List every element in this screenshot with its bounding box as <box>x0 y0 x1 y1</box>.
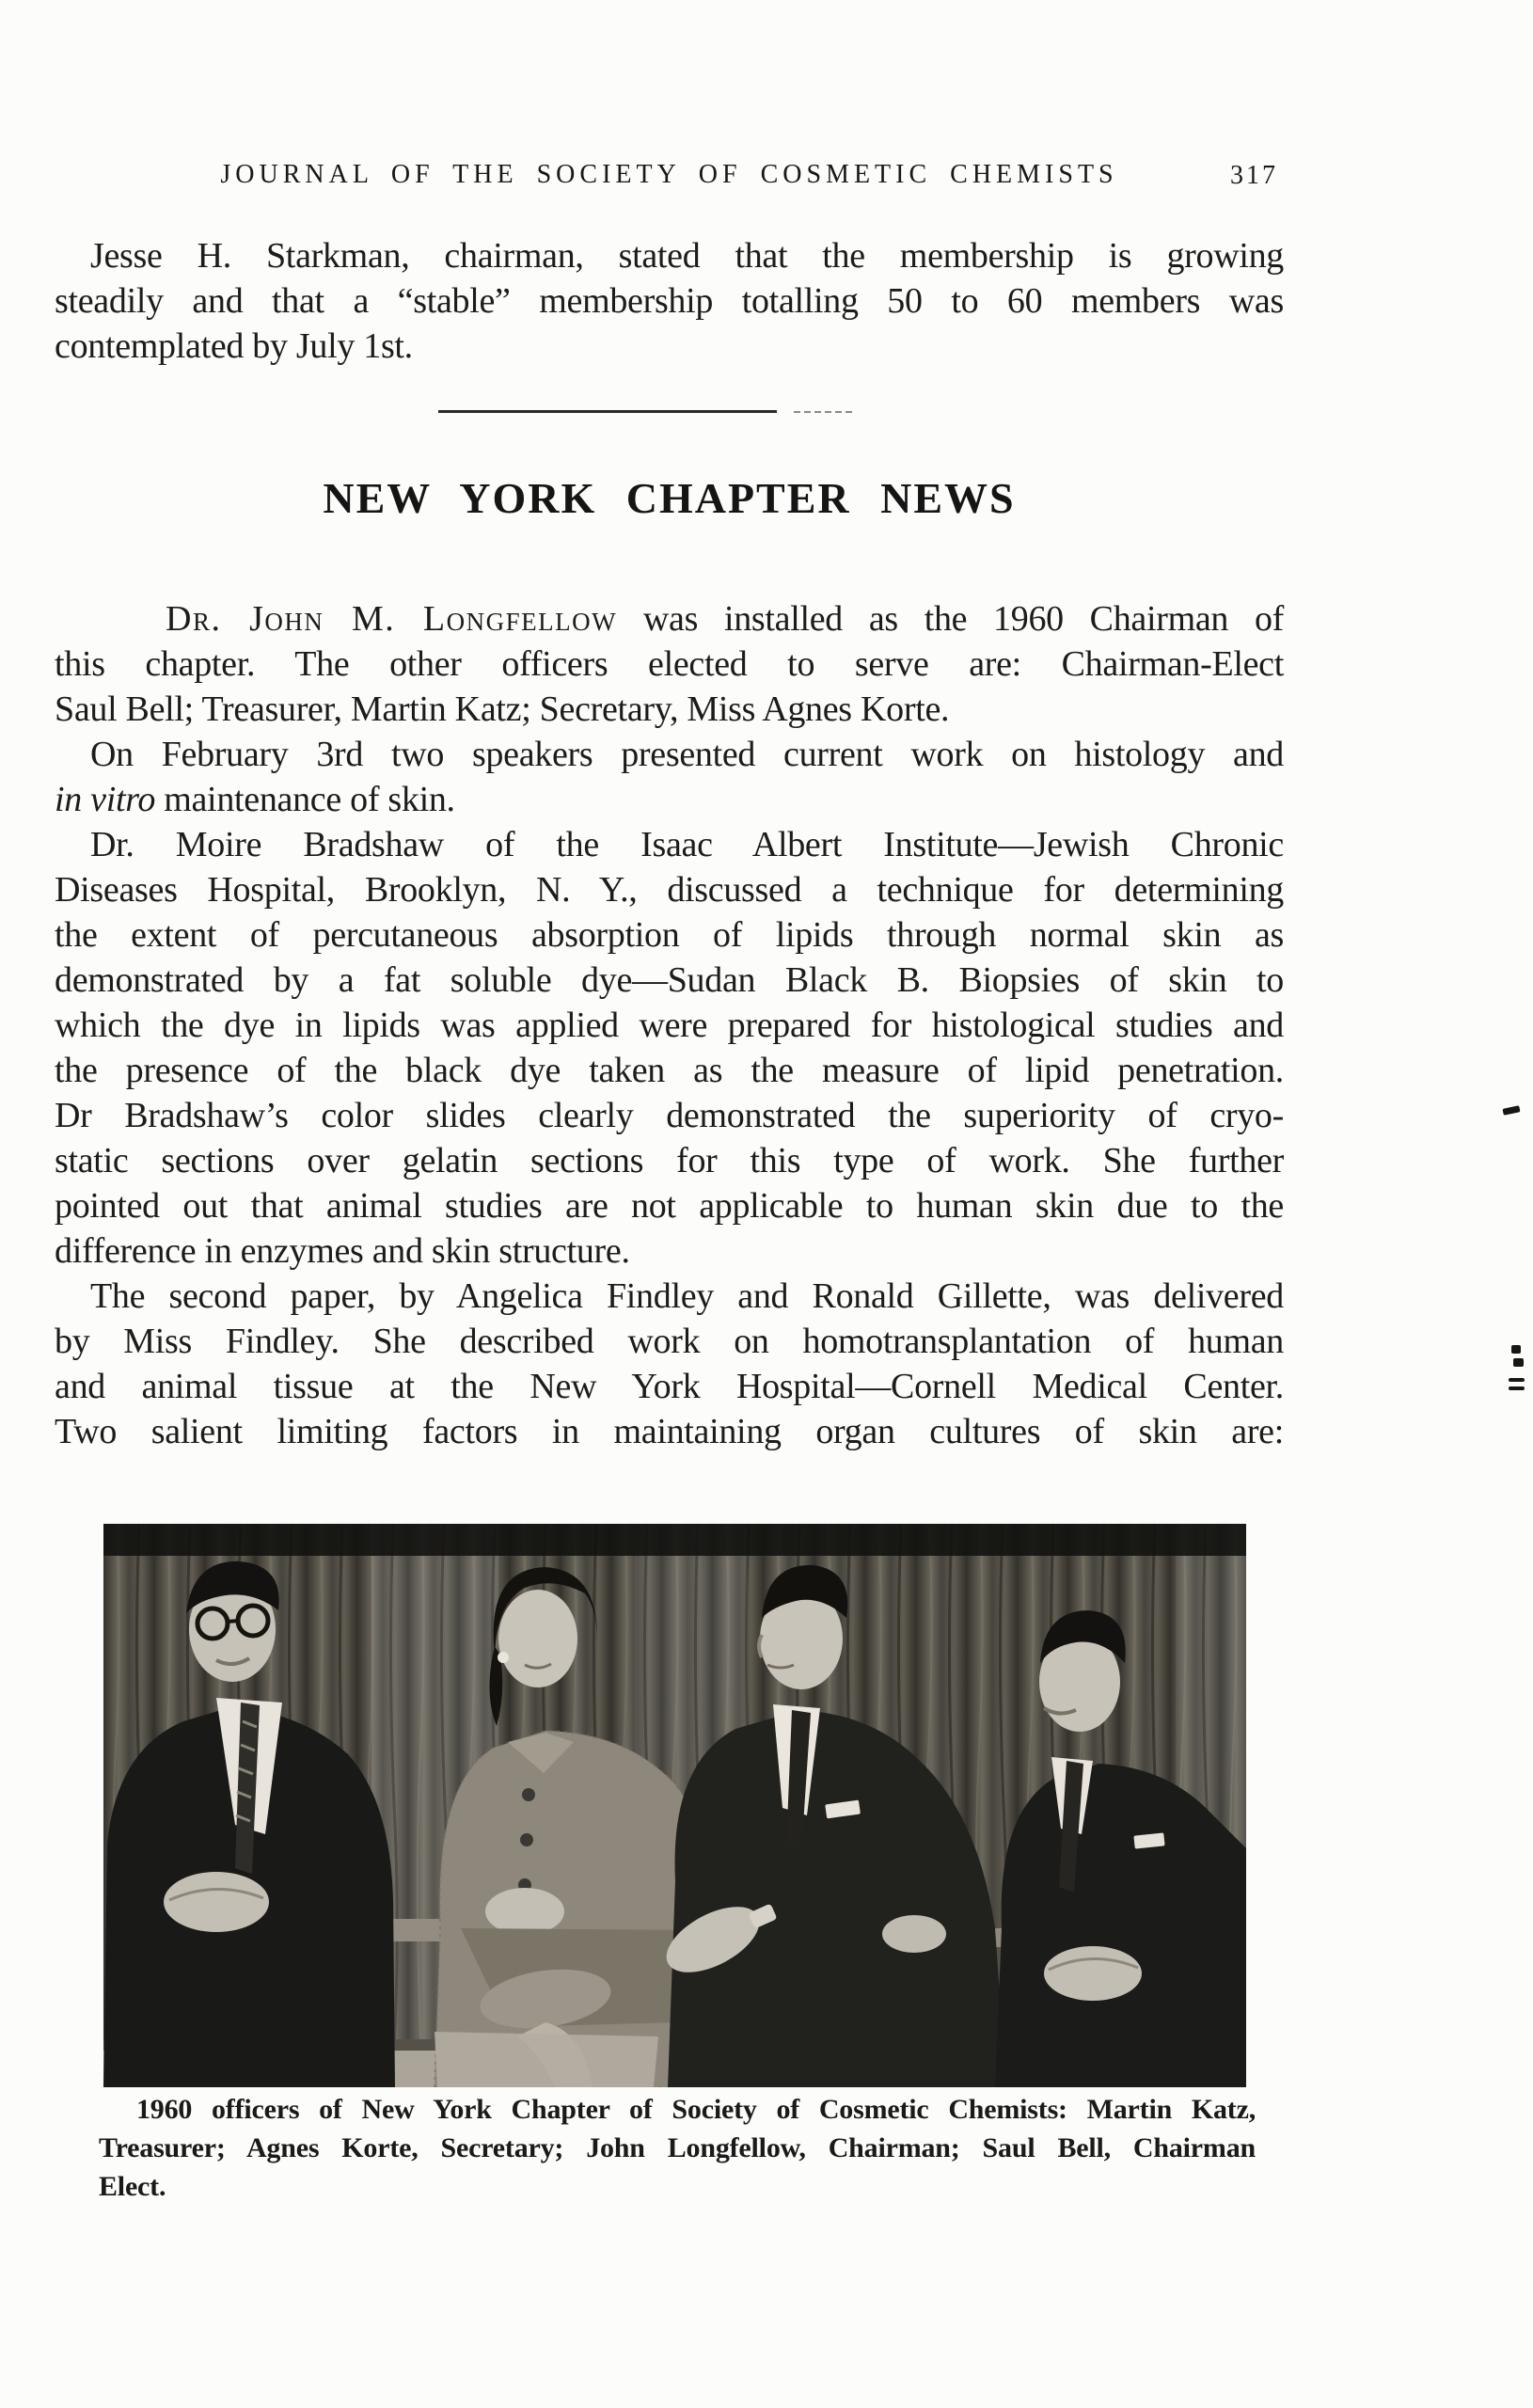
text-line: Dr Bradshaw’s color slides clearly demonstrated the superiority of cryo- <box>55 1096 1284 1135</box>
text-line: pointed out that animal studies are not applicable to human skin due to the <box>55 1186 1284 1226</box>
text-line: Saul Bell; Treasurer, Martin Katz; Secretary, Miss Agnes Korte. <box>55 689 950 729</box>
section-divider-solid <box>438 410 777 413</box>
text-line: demonstrated by a fat soluble dye—Sudan Black B. Biopsies of skin to <box>55 960 1284 1000</box>
ink-mark <box>1513 1358 1524 1367</box>
caption-line: Elect. <box>99 2171 166 2202</box>
text-run: maintenance of skin. <box>155 780 455 819</box>
officer-name-smallcaps: Dr. John M. Longfellow <box>166 599 618 639</box>
text-line: Jesse H. Starkman, chairman, stated that the membership is growing <box>90 236 1284 276</box>
ink-mark <box>1509 1378 1525 1382</box>
caption-line: 1960 officers of New York Chapter of Society of Cosmetic Chemists: Martin Katz, <box>136 2094 1256 2125</box>
officers-photo-illustration <box>103 1524 1246 2087</box>
text-line: On February 3rd two speakers presented current work on histology and <box>90 735 1284 774</box>
text-line: Two salient limiting factors in maintaining organ cultures of skin are: <box>55 1412 1284 1451</box>
text-line: Dr. Moire Bradshaw of the Isaac Albert Institute—Jewish Chronic <box>90 825 1284 864</box>
section-divider-dashed <box>794 411 854 413</box>
caption-line: Treasurer; Agnes Korte, Secretary; John Longfellow, Chairman; Saul Bell, Chairman <box>99 2132 1256 2163</box>
text-line <box>55 596 1284 642</box>
text-line: the extent of percutaneous absorption of lipids through normal skin as <box>55 915 1284 955</box>
text-line: which the dye in lipids was applied were prepared for histological studies and <box>55 1006 1284 1045</box>
chapter-news-body <box>55 596 1284 1454</box>
ink-mark <box>1511 1345 1521 1354</box>
text-line: steadily and that a “stable” membership totalling 50 to 60 members was <box>55 281 1284 321</box>
photo-top-shadow <box>103 1524 1246 1556</box>
text-line: this chapter. The other officers elected to serve are: Chairman-Elect <box>55 644 1284 684</box>
text-line <box>55 777 1284 822</box>
text-line: static sections over gelatin sections for this type of work. She further <box>55 1141 1284 1180</box>
intro-paragraph <box>55 233 1284 369</box>
ink-mark <box>1509 1386 1525 1390</box>
text-line: and animal tissue at the New York Hospital—Cornell Medical Center. <box>55 1367 1284 1406</box>
page-header <box>55 160 1284 198</box>
photo-caption <box>99 2090 1256 2206</box>
latin-term-italic: in vitro <box>55 780 156 819</box>
text-line: difference in enzymes and skin structure. <box>55 1231 630 1271</box>
text-line: Diseases Hospital, Brooklyn, N. Y., discussed a technique for determining <box>55 870 1284 910</box>
text-line: contemplated by July 1st. <box>55 326 413 366</box>
text-line: the presence of the black dye taken as the measure of lipid penetration. <box>55 1051 1284 1090</box>
ink-mark <box>1502 1105 1520 1116</box>
text-line: The second paper, by Angelica Findley and Ronald Gillette, was delivered <box>90 1276 1284 1316</box>
chapter-news-heading: NEW YORK CHAPTER NEWS <box>323 474 1016 522</box>
text-line: by Miss Findley. She described work on homotransplantation of human <box>55 1322 1284 1361</box>
page-number: 317 <box>1230 161 1278 190</box>
officers-photo <box>103 1524 1246 2087</box>
text-run: was installed as the 1960 Chairman of <box>617 599 1284 639</box>
journal-title: JOURNAL OF THE SOCIETY OF COSMETIC CHEMISTS <box>220 160 1118 189</box>
